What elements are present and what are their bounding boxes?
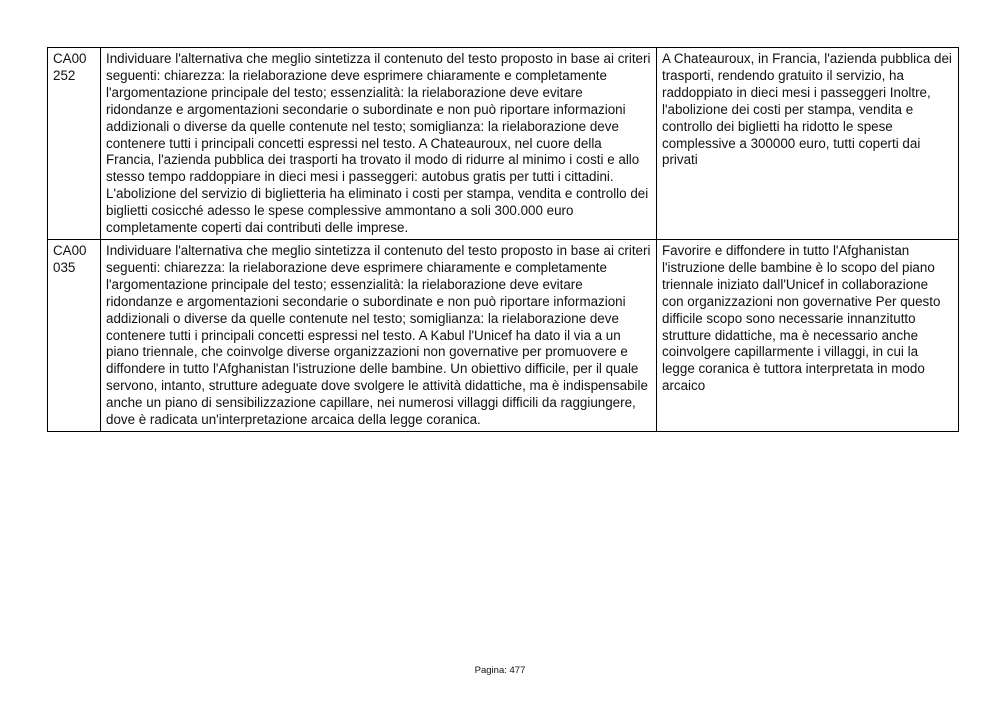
question-text: Individuare l'alternativa che meglio sintetizza il contenuto del testo proposto in base ai criteri seguenti: chiarezza: la rielaborazione deve esprimere chiaramente e completamente l'argomentazione principale del testo; essenzialità: la rielaborazione deve evitare ridondanze e argomentazioni secondarie o subordinate e non può riportare informazioni addizionali o diverse da quelle contenute nel testo; somiglianza: la rielaborazione deve contenere tutti i principali concetti espressi nel testo. A Kabul l'Unicef ha dato il via a un piano triennale, che coinvolge diverse organizzazioni non governative per promuovere e diffondere in tutto l'Afghanistan l'istruzione delle bambine. Un obiettivo difficile, per il quale servono, intanto, strutture adeguate dove svolgere le attività didattiche, ma è indispensabile anche un piano di sensibilizzazione capillare, nei numerosi villaggi difficili da raggiungere, dove è radicata un'interpretazione arcaica della legge coranica. bbox=[106, 242, 651, 428]
question-id: CA00 252 bbox=[53, 51, 87, 83]
question-text: Individuare l'alternativa che meglio sintetizza il contenuto del testo proposto in base ai criteri seguenti: chiarezza: la rielaborazione deve esprimere chiaramente e completamente l'argomentazione principale del testo; essenzialità: la rielaborazione deve evitare ridondanze e argomentazioni secondarie o subordinate e non può riportare informazioni addizionali o diverse da quelle contenute nel testo; somiglianza: la rielaborazione deve contenere tutti i principali concetti espressi nel testo. A Chateauroux, nel cuore della Francia, l'azienda pubblica dei trasporti ha trovato il modo di ridurre al minimo i costi e allo stesso tempo raddoppiare in dieci mesi i passeggeri: autobus gratis per tutti i cittadini. L'abolizione del servizio di biglietteria ha eliminato i costi per stampa, vendita e controllo dei biglietti cosicché adesso le spese complessive ammontano a soli 300.000 euro completamente coperti dai contributi delle imprese. bbox=[106, 51, 651, 236]
table-row bbox=[48, 48, 959, 240]
answer-text-cell bbox=[657, 239, 959, 431]
question-text-cell bbox=[101, 239, 657, 431]
table-row bbox=[48, 239, 959, 431]
question-id: CA00 035 bbox=[53, 242, 87, 275]
answer-text-cell bbox=[657, 48, 959, 240]
answer-text: Favorire e diffondere in tutto l'Afghanistan l'istruzione delle bambine è lo scopo del piano triennale iniziato dall'Unicef in collaborazione con organizzazioni non governative Per questo difficile scopo sono necessarie innanzitutto strutture didattiche, ma è necessario anche coinvolgere capillarmente i villaggi, in cui la legge coranica è tuttora interpretata in modo arcaico bbox=[662, 242, 941, 394]
page-number: Pagina: 477 bbox=[474, 665, 526, 676]
question-table bbox=[47, 47, 959, 432]
answer-text: A Chateauroux, in Francia, l'azienda pubblica dei trasporti, rendendo gratuito il servizio, ha raddoppiato in dieci mesi i passeggeri Inoltre, l'abolizione dei costi per stampa, vendita e controllo dei biglietti ha ridotto le spese complessive a 300000 euro, tutti coperti dai privati bbox=[662, 51, 952, 168]
question-text-cell bbox=[101, 48, 657, 240]
question-id-cell bbox=[48, 48, 101, 240]
question-id-cell bbox=[48, 239, 101, 431]
